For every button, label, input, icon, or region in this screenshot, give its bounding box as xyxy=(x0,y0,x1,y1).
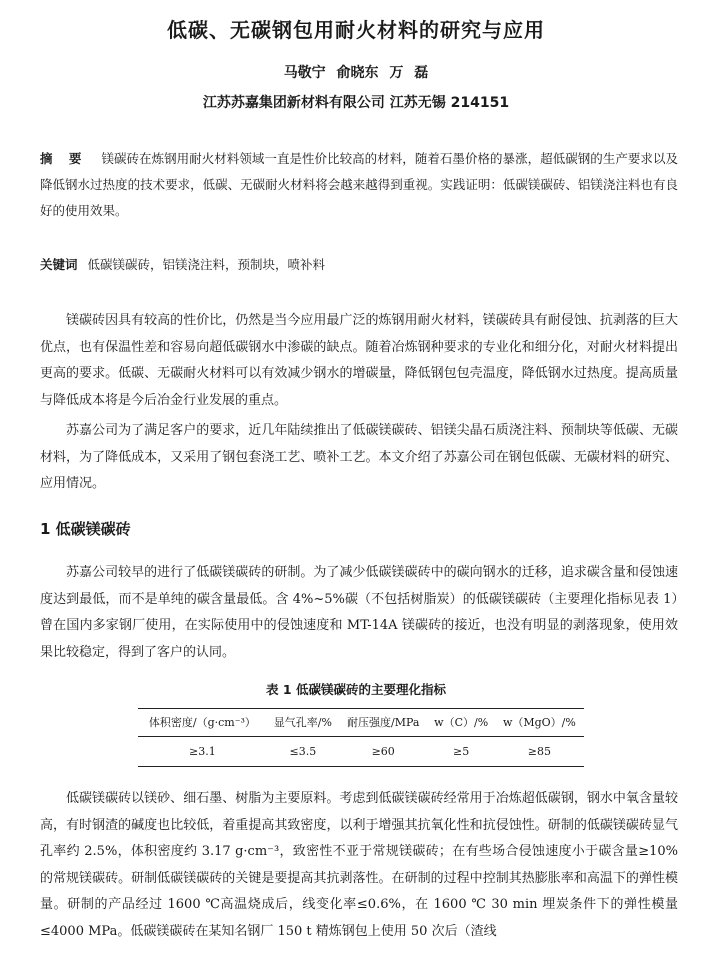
affiliation: 江苏苏嘉集团新材料有限公司 江苏无锡 214151 xyxy=(202,95,510,111)
intro-paragraph-2: 苏嘉公司为了满足客户的要求，近几年陆续推出了低碳镁碳砖、铝镁尖晶石质浇注料、预制块等低碳、无碳材料，为了降低成本，又采用了钢包套浇工艺、喷补工艺。本文介绍了苏嘉公司在钢包低碳、无碳材料的研究、应用情况。 xyxy=(40,423,678,491)
table-row xyxy=(138,737,584,767)
keywords-text: 低碳镁碳砖，铝镁浇注料，预制块，喷补料 xyxy=(87,257,326,272)
table-header-row xyxy=(138,709,584,737)
paper-title: 低碳、无碳钢包用耐火材料的研究与应用 xyxy=(167,18,545,42)
section1-paragraph-2: 低碳镁碳砖以镁砂、细石墨、树脂为主要原料。考虑到低碳镁碳砖经常用于冶炼超低碳钢，钢水中氧含量较高，有时钢渣的碱度也比较低，着重提高其致密度，以利于增强其抗氧化性和抗侵蚀性。研制的低碳镁碳砖显气孔率约 2.5%，体积密度约 3.17 g·cm⁻³，致密性不亚于常规镁碳砖；在有些场合侵蚀速度小于碳含量≥10%的常规镁碳砖。研制低碳镁碳砖的关键是要提高其抗剥落性。在研制的过程中控制其热膨胀率和高温下的弹性模量。研制的产品经过 1600 ℃高温烧成后，线变化率≤0.6%，在 1600 ℃ 30 min 埋炭条件下的弹性模量≤4000 MPa。低碳镁碳砖在某知名钢厂 150 t 精炼钢包上使用 50 次后（渣线 xyxy=(40,791,678,939)
intro-paragraph-1: 镁碳砖因具有较高的性价比，仍然是当今应用最广泛的炼钢用耐火材料，镁碳砖具有耐侵蚀、抗剥落的巨大优点，也有保温性差和容易向超低碳钢水中渗碳的缺点。随着冶炼钢种要求的专业化和细分化，对耐火材料提出更高的要求。低碳、无碳耐火材料可以有效减少钢水的增碳量，降低钢包包壳温度，降低钢水过热度。提高质量与降低成本将是今后冶金行业发展的重点。 xyxy=(40,313,678,408)
authors: 马敬宁 俞晓东 万 磊 xyxy=(283,65,429,81)
abstract-label: 摘 要 xyxy=(40,151,88,166)
keywords-label: 关键词 xyxy=(40,257,78,272)
table-header-cell: 体积密度/（g·cm⁻³） xyxy=(138,709,267,737)
abstract xyxy=(40,146,678,224)
properties-table xyxy=(138,708,584,767)
table-header-cell: w（C）/% xyxy=(428,709,495,737)
table-cell: ≤3.5 xyxy=(267,737,339,767)
table-header-cell: 耐压强度/MPa xyxy=(339,709,428,737)
keywords xyxy=(40,252,678,278)
table-cell: ≥85 xyxy=(495,737,584,767)
table-header-cell: w（MgO）/% xyxy=(495,709,584,737)
table-cell: ≥60 xyxy=(339,737,428,767)
section-heading: 1 低碳镁碳砖 xyxy=(40,520,131,538)
table-cell: ≥5 xyxy=(428,737,495,767)
table-cell: ≥3.1 xyxy=(138,737,267,767)
section1-paragraph-1: 苏嘉公司较早的进行了低碳镁碳砖的研制。为了减少低碳镁碳砖中的碳向钢水的迁移，追求碳含量和侵蚀速度达到最低，而不是单纯的碳含量最低。含 4%~5%碳（不包括树脂炭）的低碳镁碳砖（主要理化指标见表 1）曾在国内多家钢厂使用，在实际使用中的侵蚀速度和 MT-14A 镁碳砖的接近，也没有明显的剥落现象，使用效果比较稳定，得到了客户的认同。 xyxy=(40,565,678,660)
abstract-text: 镁碳砖在炼钢用耐火材料领域一直是性价比较高的材料，随着石墨价格的暴涨，超低碳钢的生产要求以及降低钢水过热度的技术要求，低碳、无碳耐火材料将会越来越得到重视。实践证明：低碳镁碳砖、铝镁浇注料也有良好的使用效果。 xyxy=(40,151,678,218)
table-header-cell: 显气孔率/% xyxy=(267,709,339,737)
table-caption: 表 1 低碳镁碳砖的主要理化指标 xyxy=(266,682,446,697)
